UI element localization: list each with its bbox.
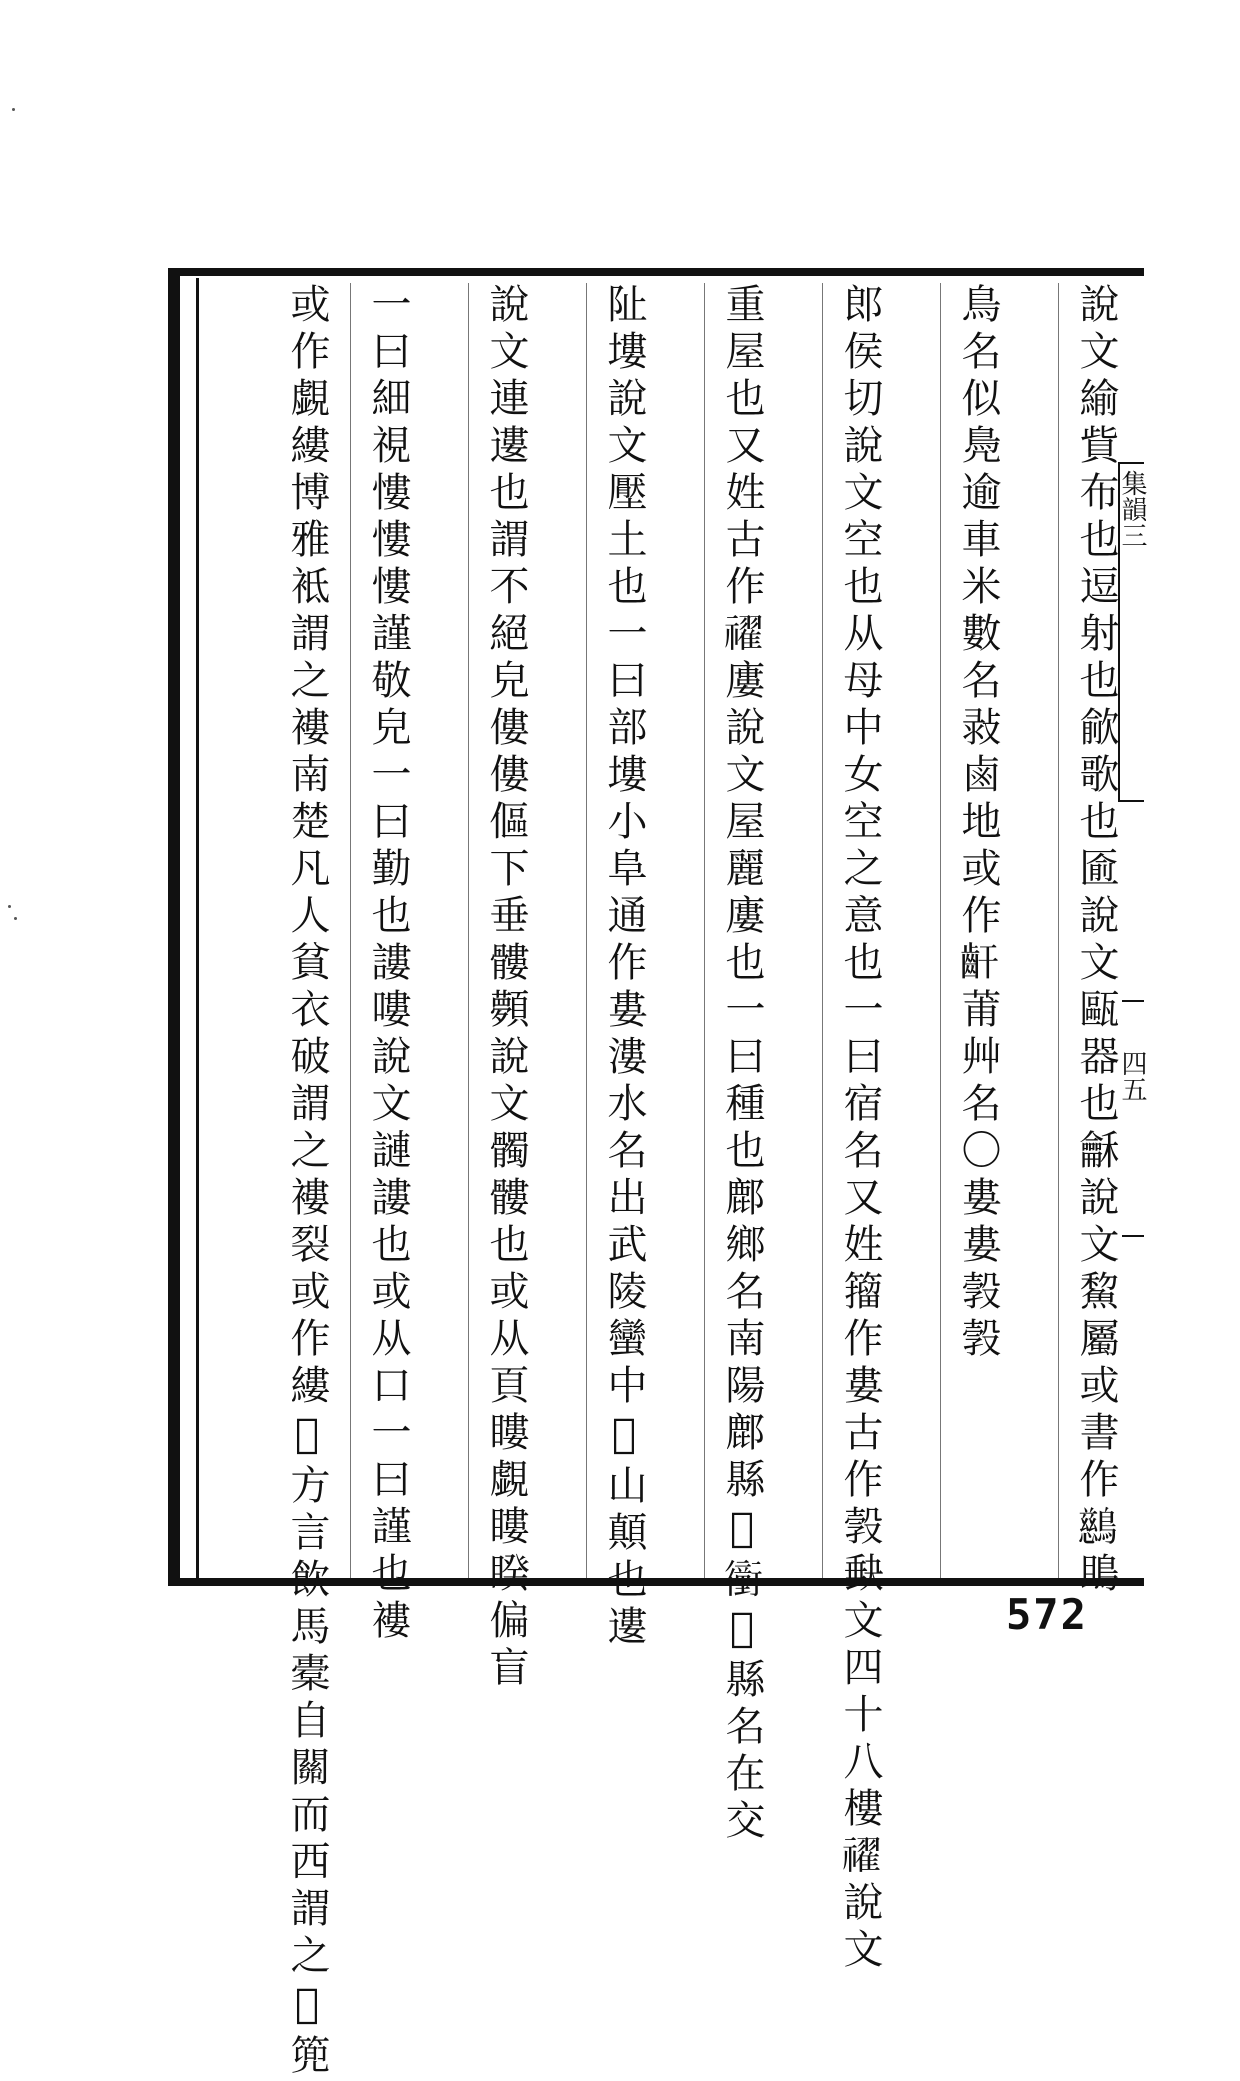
- text-column-3: 郎侯切說文空也从母中女空之意也一曰宿名又姓籀作婁古作㝅𡙇文四十八樓𥜔說文: [837, 283, 883, 1975]
- frame-inner-line: [196, 278, 199, 1578]
- text-column-7: 一曰細視慺慺慺謹敬皃一曰勤也謱嘍說文謰謱也或从口一曰謹也褸: [365, 283, 411, 1646]
- text-column-6: 說文連遱也謂不絕皃僂僂傴下垂髏顭說文髑髏也或从頁瞜覷瞜睽偏盲: [483, 283, 529, 1693]
- margin-dot: [14, 917, 17, 920]
- margin-dot: [12, 108, 15, 111]
- text-column-1: 說文緰貲布也逗射也歈歌也匬說文甌器也龢說文鯬屬或書作𪇔鴡: [1073, 283, 1119, 1599]
- column-rule: [1058, 283, 1059, 1578]
- text-column-4: 重屋也又姓古作𥜔廔說文屋麗廔也一曰種也鄜鄉名南陽鄜縣𨺇𧘂𨺇縣名在交: [719, 283, 765, 1846]
- column-rule: [468, 283, 469, 1578]
- column-rule: [940, 283, 941, 1578]
- text-column-8: 或作覷縷博雅袛謂之褸南楚凡人貧衣破謂之褸裂或作縷𢅥方言飲馬橐自關而西謂之𢅥篼: [284, 283, 330, 2081]
- text-column-5: 阯塿說文壓土也一曰部塿小阜通作婁漊水名出武陵蠻中𡺳山顛也遱: [601, 283, 647, 1652]
- column-rule: [822, 283, 823, 1578]
- text-column-2: 鳥名似鳧逾車米數名㪖鹵地或作𪗙莆艸名〇婁婁㝅㝅: [955, 283, 1001, 1364]
- margin-dot: [8, 905, 11, 908]
- page-number: 572: [1006, 1590, 1088, 1639]
- side-label: 集韻三: [1117, 470, 1147, 548]
- side-label-fold: 四五: [1117, 1050, 1147, 1102]
- column-rule: [350, 283, 351, 1578]
- column-rule: [704, 283, 705, 1578]
- column-rule: [586, 283, 587, 1578]
